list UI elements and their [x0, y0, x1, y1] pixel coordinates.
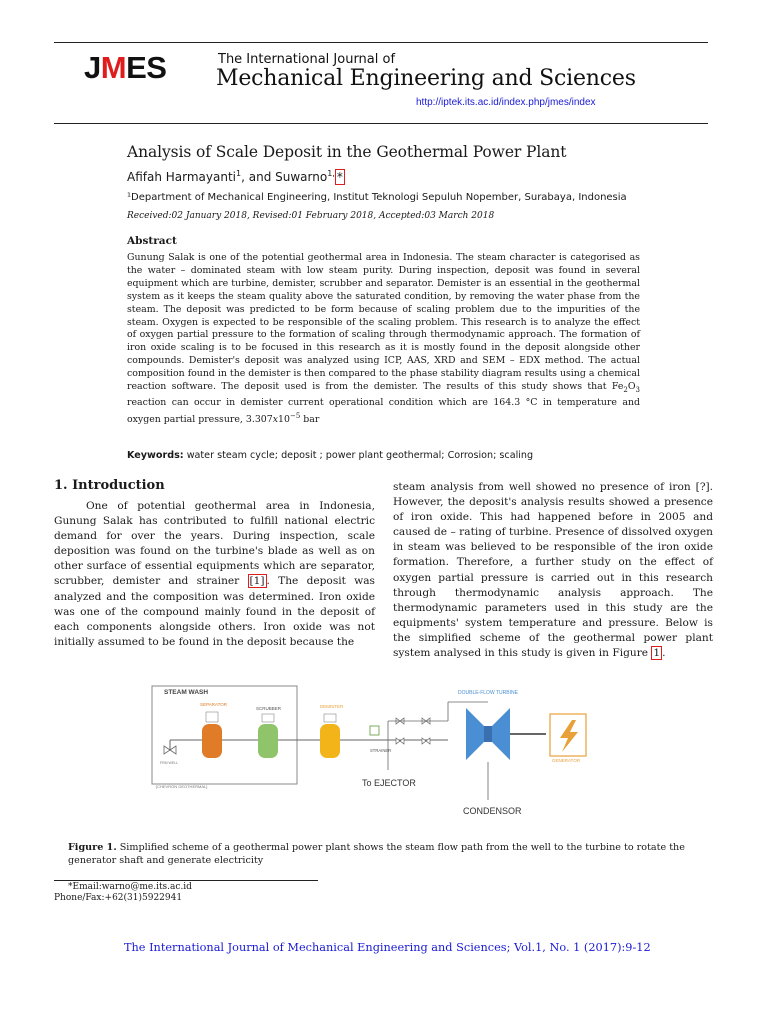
author-line: Afifah Harmayanti$^1$, and Suwarno$^{1,}$ * — [127, 169, 343, 184]
abstract-heading: Abstract — [127, 235, 177, 247]
intro-left-column: One of potential geothermal area in Indonesia, Gunung Salak has contributed to fulfill national electric demand for over the years. During inspection, scale deposition was found on the turbine's blade as well as on other surface of essential equipments which are separator, scrubber, demister and strainer [1] . The deposit was analyzed and the composition was determined. Iron oxide was one of the compound mainly found in the deposit of each components alongside others. Iron oxide was not initially assumed to be found in the deposit because the — [54, 500, 375, 648]
strainer-box — [370, 726, 379, 735]
turbine-label: DOUBLE-FLOW TURBINE — [458, 690, 518, 696]
journal-name-big: Mechanical Engineering and Sciences — [216, 66, 636, 91]
journal-url-link[interactable]: http://iptek.its.ac.id/index.php/jmes/index — [416, 97, 596, 108]
power-plant-scheme-figure — [148, 682, 608, 822]
section-heading-introduction: 1. Introduction — [54, 478, 165, 493]
turbine-left-half — [466, 708, 486, 760]
scrubber-label: SCRUBBER — [256, 706, 282, 711]
figure-ref-link[interactable]: 1 — [653, 647, 661, 660]
from-well-label: FRM WELL — [160, 761, 179, 765]
abstract-text: Gunung Salak is one of the potential geothermal area in Indonesia. The steam character is categorised as the water – dominated steam with low steam purity. During inspection, deposit was found in several equipment which are turbine, demister, scrubber and separator. Demister is an essential in the geothermal system as it keeps the steam quality above the saturated condition, by removing the water phase from the steam. The deposit was predicted to be form because of scaling problem due to the impurities of the steam. Oxygen is expected to be responsible of the scaling problem. This research is to analyze the effect of oxygen partial pressure to the formation of scaling through thermodynamic approach. The formation of iron oxide scaling is to be focused in this research as it is mostly found in the deposit alongside other compounds. Demister's deposit was analyzed using ICP, AAS, XRD and SEM – EDX method. The actual composition found in the demister is then compared to the phase stability diagram results using a chemical reaction software. The deposit used is from the demister. The results of this study shows that $Fe_2O_3$ reaction can occur in demister current operational condition which are 164.3 °C in temperature and oxygen partial pressure, $3.307x10^{-5}$ bar — [127, 252, 640, 425]
figure-caption: Figure 1. Simplified scheme of a geothermal power plant shows the steam flow path from the well to the turbine to rotate the generator shaft and generate electricity — [68, 842, 685, 866]
demister-label: DEMISTER — [320, 704, 344, 709]
keywords: Keywords: water steam cycle; deposit ; power plant geothermal; Corrosion; scaling — [127, 450, 534, 461]
turbine-right-half — [490, 708, 510, 760]
submission-dates: Received:02 January 2018, Revised:01 February 2018, Accepted:03 March 2018 — [127, 211, 495, 221]
header-rule — [54, 123, 708, 124]
paper-title: Analysis of Scale Deposit in the Geothermal Power Plant — [127, 143, 567, 161]
footnote-phone: Phone/Fax:+62(31)5922941 — [54, 893, 183, 903]
corresponding-link[interactable]: * — [336, 170, 343, 184]
strainer-label: STRAINER — [370, 748, 392, 753]
chevron-label: [CHEVRON GEOTHERMAL] — [156, 784, 208, 789]
citation-link[interactable]: [1] — [249, 575, 265, 588]
ejector-label: To EJECTOR — [362, 778, 416, 788]
generator-label: GENERATOR — [552, 758, 581, 763]
journal-logo: JMES — [84, 50, 167, 85]
demister-vessel — [320, 724, 340, 758]
affiliation: ¹Department of Mechanical Engineering, Institut Teknologi Sepuluh Nopember, Surabaya, Indonesia — [127, 192, 627, 203]
top-rule — [54, 42, 708, 43]
steam-wash-label: STEAM WASH — [164, 689, 209, 696]
scrubber-vessel — [258, 724, 278, 758]
separator-label: SEPARATOR — [200, 702, 228, 707]
footnote-email: *Email:warno@me.its.ac.id — [68, 882, 192, 892]
page-footer: The International Journal of Mechanical Engineering and Sciences; Vol.1, No. 1 (2017):9-12 — [124, 941, 651, 954]
separator-vessel — [202, 724, 222, 758]
condensor-label: CONDENSOR — [463, 806, 522, 816]
journal-name-small: The International Journal of — [218, 52, 396, 67]
footnote-rule — [54, 880, 318, 881]
intro-right-column: steam analysis from well showed no presence of iron [?]. However, the deposit's analysis results showed a presence of iron oxide. This had happened before in 2005 and caused de – rating of turbine. Presence of dissolved oxygen in steam was believed to be responsible of the iron oxide formation. Therefore, a further study on the effect of oxygen partial pressure is carried out in this research through thermodynamic analysis approach. The thermodynamic parameters used in this study are the equipments' system temperature and pressure. Below is the simplified scheme of the geothermal power plant system analysed in this study is given in Figure 1 . — [393, 481, 713, 660]
